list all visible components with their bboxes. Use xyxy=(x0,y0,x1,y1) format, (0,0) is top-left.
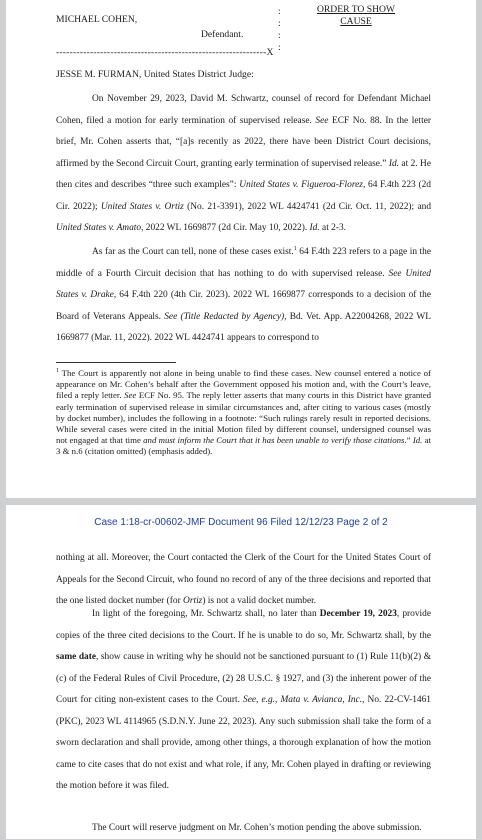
paragraph-2: As far as the Court can tell, none of these cases exist.$^1$ 64 F.4th 223 refers to a page in the middle of a Fourth Circuit decision that has nothing to do with supervised release. See United States v. Drake, 64 F.4th 220 (4th Cir. 2023). 2022 WL 1669877 corresponds to a decision of the Board of Veterans Appeals. See (Title Redacted by Agency), Bd. Vet. App. A22004268, 2022 WL 1669877 (Mar. 11, 2022). 2022 WL 4424741 appears to correspond to xyxy=(56,246,431,344)
document-page-2 xyxy=(6,505,476,839)
footnote-rule xyxy=(56,362,176,363)
paragraph-1: On November 29, 2023, David M. Schwartz, counsel of record for Defendant Michael Cohen, filed a motion for early termination of supervised release. See ECF No. 88. In the letter brief, Mr. Cohen asserts that, “[a]s recently as 2022, there have been District Court decisions, affirmed by the Second Circuit Court, granting early termination of supervised release.” Id. at 2. He then cites and describes “three such examples”: United States v. Figueroa-Florez, 64 F.4th 223 (2d Cir. 2022); United States v. Ortiz (No. 21-3391), 2022 WL 4424741 (2d Cir. Oct. 11, 2022); and United States v. Amato, 2022 WL 1669877 (2d Cir. May 10, 2022). Id. at 2-3. xyxy=(56,94,432,233)
footnote-marker: 1 xyxy=(293,246,297,252)
paragraph-5: The Court will reserve judgment on Mr. Cohen’s motion pending the above submission. xyxy=(92,823,422,833)
caption-divider: : : : : xyxy=(278,6,281,53)
paragraph-3: nothing at all. Moreover, the Court contacted the Clerk of the Court for the United States Court of Appeals for the Second Circuit, who found no record of any of the three decisions and reported that the one listed docket number (for Ortiz) is not a valid docket number. xyxy=(56,553,431,606)
document-page-1 xyxy=(6,0,476,498)
paragraph-4: In light of the foregoing, Mr. Schwartz shall, no later than December 19, 2023, provide copies of the three cited decisions to the Court. If he is unable to do so, Mr. Schwartz shall, by the same date, show cause in writing why he should not be sanctioned pursuant to (1) Rule 11(b)(2) & (c) of the Federal Rules of Civil Procedure, (2) 28 U.S.C. § 1927, and (3) the inherent power of the Court for citing non-existent cases to the Court. See, e.g., Mata v. Avianca, Inc., No. 22-CV-1461 (PKC), 2023 WL 4114965 (S.D.N.Y. June 22, 2023). Any such submission shall take the form of a sworn declaration and shall provide, among other things, a thorough explanation of how the motion came to cite cases that do not exist and what role, if any, Mr. Cohen played in drafting or reviewing the motion before it was filed. xyxy=(56,609,431,791)
footnote-1: $^1$ The Court is apparently not alone in being unable to find these cases. New counsel entered a notice of appearance on Mr. Cohen’s behalf after the Government opposed his motion and, with the Court’s leave, filed a reply letter. See ECF No. 95. The reply letter asserts that many courts in this District have granted early termination of supervised release in similar circumstances and, after citing to various cases (mostly by docket number), includes the following in a footnote: “Such rulings rarely result in reported decisions. While several cases were cited in the initial Motion filed by different counsel, undersigned counsel was not engaged at that time and must inform the Court that it has been unable to verify those citations.” Id. at 3 & n.6 (citation omitted) (emphasis added). xyxy=(56,367,431,457)
judge-line: JESSE M. FURMAN, United States District Judge: xyxy=(56,69,254,80)
case-header: Case 1:18-cr-00602-JMF Document 96 Filed 12/12/23 Page 2 of 2 xyxy=(94,517,388,528)
caption-defendant-role: Defendant. xyxy=(201,29,244,40)
caption-dash-line: --------------------------------------------------------------X xyxy=(56,47,274,58)
caption-defendant-name: MICHAEL COHEN, xyxy=(56,14,138,25)
order-title: ORDER TO SHOW CAUSE xyxy=(316,4,395,27)
